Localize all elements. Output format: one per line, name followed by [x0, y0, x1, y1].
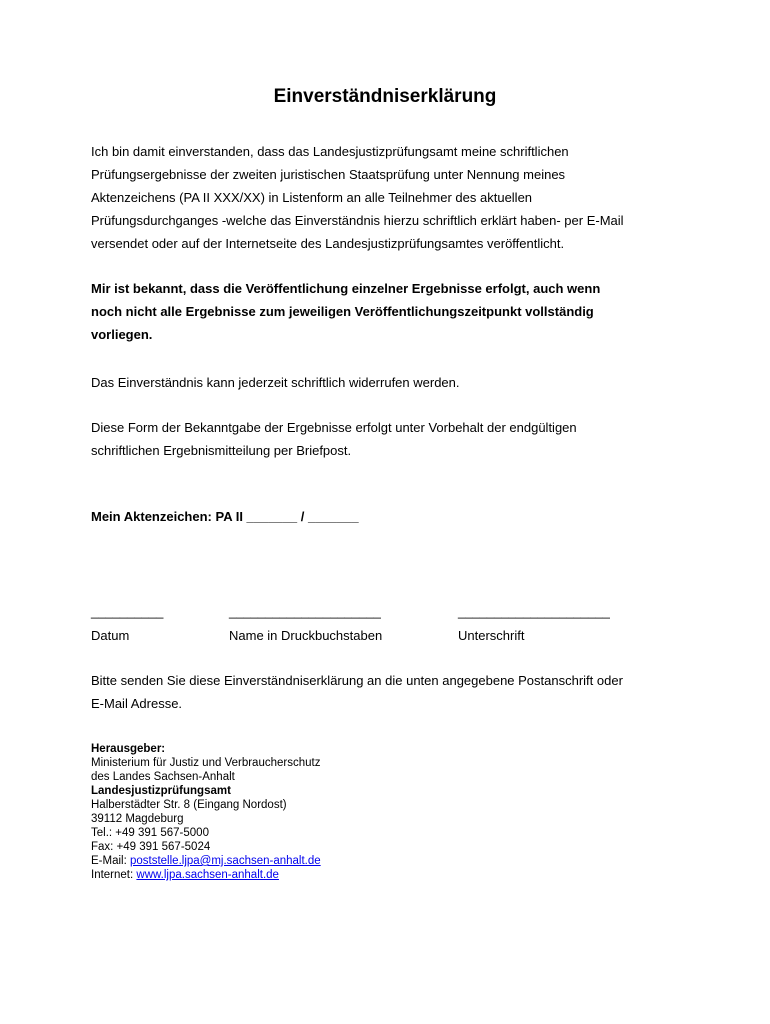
- date-label: Datum: [91, 628, 130, 643]
- text-line: Prüfungsergebnisse der zweiten juristischen Staatsprüfung unter Nennung meines: [91, 167, 566, 182]
- reservation-paragraph: [91, 416, 691, 462]
- signature-name-field: [229, 603, 382, 645]
- text-line: vorliegen.: [91, 327, 153, 342]
- text-line: Aktenzeichens (PA II XXX/XX) in Listenform an alle Teilnehmer des aktuellen: [91, 190, 533, 205]
- signature-label: Unterschrift: [458, 628, 525, 643]
- acknowledgement-paragraph: [91, 277, 691, 346]
- document-title: Einverständniserklärung: [273, 86, 497, 107]
- text-line: schriftlichen Ergebnismitteilung per Briefpost.: [91, 443, 352, 458]
- phone-number: Tel.: +49 391 567-5000: [91, 827, 209, 839]
- office-name: Landesjustizprüfungsamt: [91, 785, 231, 797]
- ministry-line: des Landes Sachsen-Anhalt: [91, 771, 235, 783]
- aktenzeichen-field: Mein Aktenzeichen: PA II _______ / _______: [91, 509, 359, 524]
- text-line: Prüfungsdurchganges -welche das Einverständnis hierzu schriftlich erklärt haben- per E-Mail: [91, 213, 624, 228]
- name-label: Name in Druckbuchstaben: [229, 628, 383, 643]
- text-line: Mir ist bekannt, dass die Veröffentlichung einzelner Ergebnisse erfolgt, auch wenn: [91, 281, 601, 296]
- email-link[interactable]: poststelle.ljpa@mj.sachsen-anhalt.de: [129, 855, 321, 867]
- email-label: E-Mail:: [91, 855, 130, 867]
- text-line: Diese Form der Bekanntgabe der Ergebnisse erfolgt unter Vorbehalt der endgültigen: [91, 420, 577, 435]
- text-line: versendet oder auf der Internetseite des Landesjustizprüfungsamtes veröffentlicht.: [91, 236, 565, 251]
- consent-paragraph: [91, 140, 691, 255]
- ministry-line: Ministerium für Justiz und Verbraucherschutz: [91, 757, 321, 769]
- publisher-footer: [91, 742, 321, 882]
- signature-blank-line: _____________________: [458, 604, 610, 619]
- internet-row: [91, 868, 321, 882]
- text-line: Ich bin damit einverstanden, dass das Landesjustizprüfungsamt meine schriftlichen: [91, 144, 569, 159]
- street-address: Halberstädter Str. 8 (Eingang Nordost): [91, 799, 287, 811]
- signature-sign-field: [458, 603, 610, 645]
- internet-label: Internet:: [91, 869, 137, 881]
- text-line: Das Einverständnis kann jederzeit schriftlich widerrufen werden.: [91, 375, 460, 390]
- fax-number: Fax: +49 391 567-5024: [91, 841, 211, 853]
- date-blank-line: __________: [91, 604, 164, 619]
- text-line: E-Mail Adresse.: [91, 696, 183, 711]
- signature-date-field: [91, 603, 163, 645]
- text-line: Bitte senden Sie diese Einverständniserklärung an die unten angegebene Postanschrift oder: [91, 673, 623, 688]
- footer-heading: Herausgeber:: [91, 743, 166, 755]
- text-line: noch nicht alle Ergebnisse zum jeweiligen Veröffentlichungszeitpunkt vollständig: [91, 304, 594, 319]
- name-blank-line: _____________________: [229, 604, 381, 619]
- email-row: [91, 854, 321, 868]
- city-address: 39112 Magdeburg: [91, 813, 184, 825]
- send-instructions-paragraph: [91, 669, 691, 715]
- revocation-paragraph: [91, 371, 691, 394]
- website-link[interactable]: www.ljpa.sachsen-anhalt.de: [136, 869, 279, 881]
